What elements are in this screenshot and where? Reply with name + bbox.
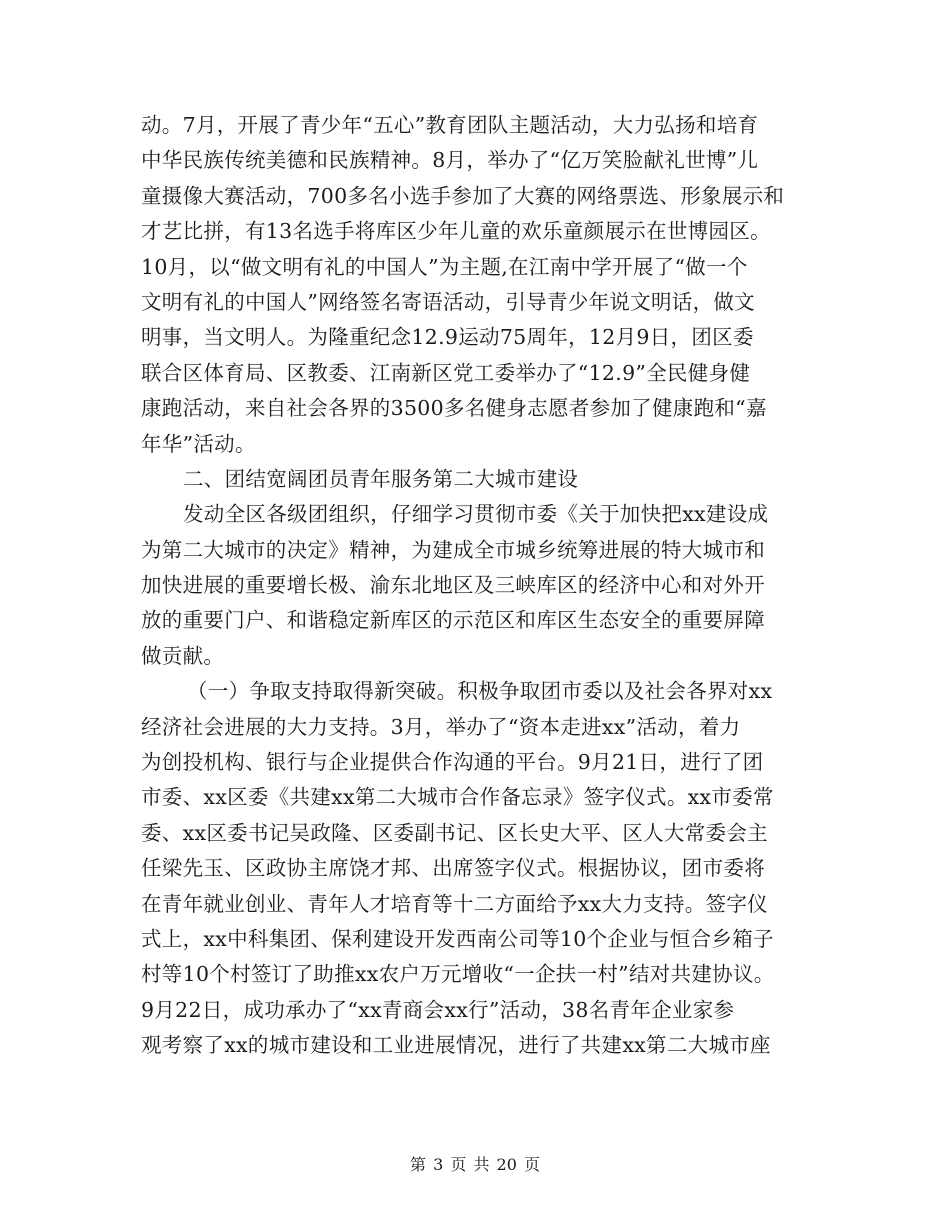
text-line: 任梁先玉、区政协主席饶才邦、出席签字仪式。根据协议，团市委将	[141, 856, 765, 881]
text-line: 市委、xx区委《共建xx第二大城市合作备忘录》签字仪式。xx市委常	[141, 785, 774, 810]
text-line: 为第二大城市的决定》精神，为建成全市城乡统筹进展的特大城市和	[141, 537, 765, 562]
text-line: 康跑活动，来自社会各界的3500多名健身志愿者参加了健康跑和“嘉	[141, 396, 767, 421]
text-line: 放的重要门户、和谐稳定新库区的示范区和库区生态安全的重要屏障	[141, 608, 765, 633]
text-line: 为创投机构、银行与企业提供合作沟通的平台。9月21日，进行了团	[141, 750, 764, 775]
text-line: 做贡献。	[141, 643, 225, 668]
text-line: 文明有礼的中国人”网络签名寄语活动，引导青少年说文明话，做文	[141, 289, 755, 314]
text-line: 发动全区各级团组织，仔细学习贯彻市委《关于加快把xx建设成	[183, 502, 769, 527]
text-line: 年华”活动。	[141, 431, 256, 456]
text-line: 动。7月，开展了青少年“五心”教育团队主题活动，大力弘扬和培育	[141, 113, 759, 137]
text-line: 在青年就业创业、青年人才培育等十二方面给予xx大力支持。签字仪	[141, 891, 768, 916]
subsection-heading: （一）争取支持取得新突破。积极争取团市委以及社会各界对xx	[187, 679, 773, 704]
text-line: 中华民族传统美德和民族精神。8月，举办了“亿万笑脸献礼世博”儿	[141, 148, 759, 173]
text-line: 9月22日，成功承办了“xx青商会xx行”活动，38名青年企业家参	[141, 997, 735, 1022]
page-number-footer: 第 3 页 共 20 页	[410, 1155, 540, 1174]
body-text	[141, 108, 841, 1064]
text-line: 才艺比拼，有13名选手将库区少年儿童的欢乐童颜展示在世博园区。	[141, 219, 771, 244]
text-line: 村等10个村签订了助推xx农户万元增收“一企扶一村”结对共建协议。	[141, 962, 775, 987]
text-line: 式上，xx中科集团、保利建设开发西南公司等10个企业与恒合乡箱子	[141, 926, 774, 951]
text-line: 明事，当文明人。为隆重纪念12.9运动75周年，12月9日，团区委	[141, 325, 754, 350]
text-line: 加快进展的重要增长极、渝东北地区及三峡库区的经济中心和对外开	[141, 573, 765, 598]
text-line: 委、xx区委书记吴政隆、区委副书记、区长史大平、区人大常委会主	[141, 820, 768, 845]
text-line: 童摄像大赛活动，700多名小选手参加了大赛的网络票选、形象展示和	[141, 183, 785, 208]
text-line: 10月，以“做文明有礼的中国人”为主题,在江南中学开展了“做一个	[141, 254, 748, 279]
text-line: 联合区体育局、区教委、江南新区党工委举办了“12.9”全民健身健	[141, 360, 751, 385]
section-heading: 二、团结宽阔团员青年服务第二大城市建设	[183, 466, 579, 491]
text-line: 经济社会进展的大力支持。3月，举办了“资本走进xx”活动，着力	[141, 714, 741, 739]
text-line: 观考察了xx的城市建设和工业进展情况，进行了共建xx第二大城市座	[141, 1033, 771, 1058]
